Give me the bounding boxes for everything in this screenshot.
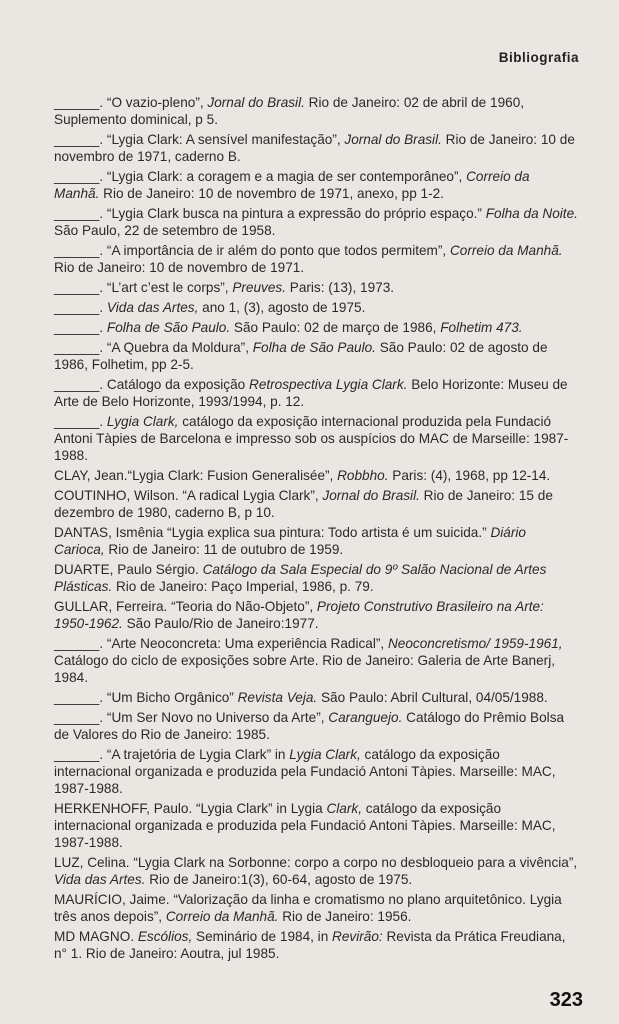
entry-title-italic: Jornal do Brasil.	[322, 488, 420, 503]
entry-text: ______. “Um Bicho Orgânico”	[54, 690, 238, 705]
bibliography-entry	[54, 376, 578, 410]
entry-text: São Paulo: 02 de março de 1986,	[230, 320, 441, 335]
bibliography-entry	[54, 205, 578, 239]
entry-text: Belo Horizonte: Museu de Arte de Belo Horizonte, 1993/1994, p. 12.	[54, 377, 568, 409]
entry-title-italic: Jornal do Brasil.	[207, 95, 305, 110]
entry-text: ______. “A importância de ir além do ponto que todos permitem”,	[54, 243, 450, 258]
bibliography-entry	[54, 279, 578, 296]
bibliography-entry	[54, 746, 578, 797]
entry-text: MAURÍCIO, Jaime. “Valorização da linha e cromatismo no plano arquitetônico. Lygia três anos depois”,	[54, 892, 562, 924]
entry-text: São Paulo/Rio de Janeiro:1977.	[122, 616, 319, 631]
entry-text: catálogo da exposição internacional organizada e produzida pela Fundació Antoni Tàpies. Marseille: MAC, 1987-1988.	[54, 801, 556, 850]
entry-title-italic: Correio da Manhã.	[54, 169, 530, 201]
entry-text: Rio de Janeiro:1(3), 60-64, agosto de 1975.	[145, 872, 413, 887]
entry-title-italic: Revista Veja.	[237, 690, 318, 705]
entry-text: GULLAR, Ferreira. “Teoria do Não-Objeto”,	[54, 599, 317, 614]
entry-title-italic: Vida das Artes.	[54, 872, 146, 887]
bibliography-entry	[54, 709, 578, 743]
entry-text: Revista da Prática Freudiana, n° 1. Rio de Janeiro: Aoutra, jul 1985.	[54, 929, 566, 961]
entry-text: Rio de Janeiro: 10 de novembro de 1971, caderno B.	[54, 132, 575, 164]
entry-text: ______. “Arte Neoconcreta: Uma experiência Radical”,	[54, 636, 388, 651]
entry-text: ______. “A trajetória de Lygia Clark” in	[54, 747, 290, 762]
bibliography-entry	[54, 242, 578, 276]
entry-text: HERKENHOFF, Paulo. “Lygia Clark” in Lygia	[54, 801, 327, 816]
bibliography-entry	[54, 524, 578, 558]
entry-title-italic: Jornal do Brasil.	[344, 132, 442, 147]
entry-title-italic: Diário Carioca,	[54, 525, 526, 557]
entry-text: São Paulo, 22 de setembro de 1958.	[54, 223, 276, 238]
entry-title-italic: Folha da Noite.	[485, 206, 578, 221]
entry-title-italic: Caranguejo.	[328, 710, 403, 725]
entry-text: Rio de Janeiro: 1956.	[278, 909, 412, 924]
entry-title-italic: Vida das Artes,	[106, 300, 199, 315]
entry-text: Rio de Janeiro: 10 de novembro de 1971.	[54, 260, 305, 275]
entry-text: Paris: (4), 1968, pp 12-14.	[388, 468, 551, 483]
running-header: Bibliografia	[498, 50, 579, 65]
entry-title-italic: Correio da Manhã.	[165, 909, 279, 924]
entry-title-italic: Folhetim 473.	[440, 320, 523, 335]
entry-title-italic: Escólios,	[137, 929, 193, 944]
page-number: 323	[549, 989, 583, 1011]
entry-text: ______. “Lygia Clark: A sensível manifestação”,	[54, 132, 345, 147]
entry-text: LUZ, Celina. “Lygia Clark na Sorbonne: corpo a corpo no desbloqueio para a vivência”,	[54, 855, 578, 870]
entry-text: ______. “Lygia Clark: a coragem e a magia de ser contemporâneo”,	[54, 169, 467, 184]
bibliography-entry	[54, 561, 578, 595]
entry-title-italic: Projeto Construtivo Brasileiro na Arte: 1950-1962.	[54, 599, 544, 631]
entry-text: ______.	[54, 300, 107, 315]
entry-title-italic: Catálogo da Sala Especial do 9º Salão Nacional de Artes Plásticas.	[54, 562, 547, 594]
entry-title-italic: Preuves.	[232, 280, 286, 295]
entry-text: MD MAGNO.	[54, 929, 138, 944]
bibliography-entry	[54, 928, 578, 962]
entry-text: Rio de Janeiro: 15 de dezembro de 1980, caderno B, p 10.	[54, 488, 553, 520]
entry-text: Paris: (13), 1973.	[285, 280, 395, 295]
entry-title-italic: Robbho.	[337, 468, 389, 483]
entry-text: ______.	[54, 414, 107, 429]
entry-text: catálogo da exposição internacional produzida pela Fundació Antoni Tàpies de Barcelona e impresso sob os auspícios do MAC de Marseille: 1987-1988.	[54, 414, 569, 463]
bibliography-entry	[54, 487, 578, 521]
bibliography-entry	[54, 131, 578, 165]
entry-title-italic: Lygia Clark,	[106, 414, 179, 429]
entry-text: Catálogo do Prêmio Bolsa de Valores do Rio de Janeiro: 1985.	[54, 710, 565, 742]
bibliography-entry	[54, 168, 578, 202]
bibliography-entry	[54, 689, 578, 706]
entry-text: São Paulo: Abril Cultural, 04/05/1988.	[317, 690, 548, 705]
bibliography-entry	[54, 299, 578, 316]
entry-title-italic: Neoconcretismo/ 1959-1961,	[387, 636, 563, 651]
bibliography-entry	[54, 635, 578, 686]
entry-title-italic: Lygia Clark,	[289, 747, 361, 762]
bibliography-entry	[54, 854, 578, 888]
entry-text: Rio de Janeiro: 02 de abril de 1960, Suplemento dominical, p 5.	[54, 95, 525, 127]
entry-text: ______. “Lygia Clark busca na pintura a expressão do próprio espaço.”	[54, 206, 486, 221]
bibliography-entry	[54, 319, 578, 336]
entry-title-italic: Folha de São Paulo.	[252, 340, 376, 355]
entry-text: Rio de Janeiro: 11 de outubro de 1959.	[104, 542, 344, 557]
entry-text: São Paulo: 02 de agosto de 1986, Folhetim, pp 2-5.	[54, 340, 548, 372]
entry-title-italic: Retrospectiva Lygia Clark.	[249, 377, 408, 392]
bibliography-entry	[54, 94, 578, 128]
bibliography-list	[54, 94, 578, 965]
entry-text: COUTINHO, Wilson. “A radical Lygia Clark”,	[54, 488, 323, 503]
bibliography-entry	[54, 339, 578, 373]
entry-text: Rio de Janeiro: Paço Imperial, 1986, p. 79.	[112, 579, 374, 594]
entry-title-italic: Revirão:	[332, 929, 383, 944]
entry-text: ______. Catálogo da exposição	[54, 377, 249, 392]
bibliography-entry	[54, 891, 578, 925]
entry-text: Seminário de 1984, in	[192, 929, 333, 944]
entry-text: ______. “Um Ser Novo no Universo da Arte”,	[54, 710, 329, 725]
entry-text: ______. “A Quebra da Moldura”,	[54, 340, 253, 355]
entry-text: CLAY, Jean.“Lygia Clark: Fusion Generalisée”,	[54, 468, 338, 483]
entry-text: ano 1, (3), agosto de 1975.	[198, 300, 366, 315]
entry-title-italic: Clark,	[326, 801, 362, 816]
entry-text: catálogo da exposição internacional organizada e produzida pela Fundació Antoni Tàpies. Marseille: MAC, 1987-1988.	[54, 747, 556, 796]
entry-text: Rio de Janeiro: 10 de novembro de 1971, anexo, pp 1-2.	[99, 186, 444, 201]
entry-text: ______.	[54, 320, 107, 335]
bibliography-entry	[54, 467, 578, 484]
bibliography-entry	[54, 800, 578, 851]
bibliography-entry	[54, 413, 578, 464]
bibliography-entry	[54, 598, 578, 632]
entry-text: Catálogo do ciclo de exposições sobre Arte. Rio de Janeiro: Galeria de Arte Banerj, 1984.	[54, 653, 555, 685]
entry-text: ______. “O vazio-pleno”,	[54, 95, 208, 110]
entry-text: DUARTE, Paulo Sérgio.	[54, 562, 203, 577]
entry-title-italic: Folha de São Paulo.	[106, 320, 231, 335]
entry-text: ______. “L’art c’est le corps”,	[54, 280, 233, 295]
entry-text: DANTAS, Ismênia “Lygia explica sua pintura: Todo artista é um suicida.”	[54, 525, 491, 540]
entry-title-italic: Correio da Manhã.	[449, 243, 563, 258]
